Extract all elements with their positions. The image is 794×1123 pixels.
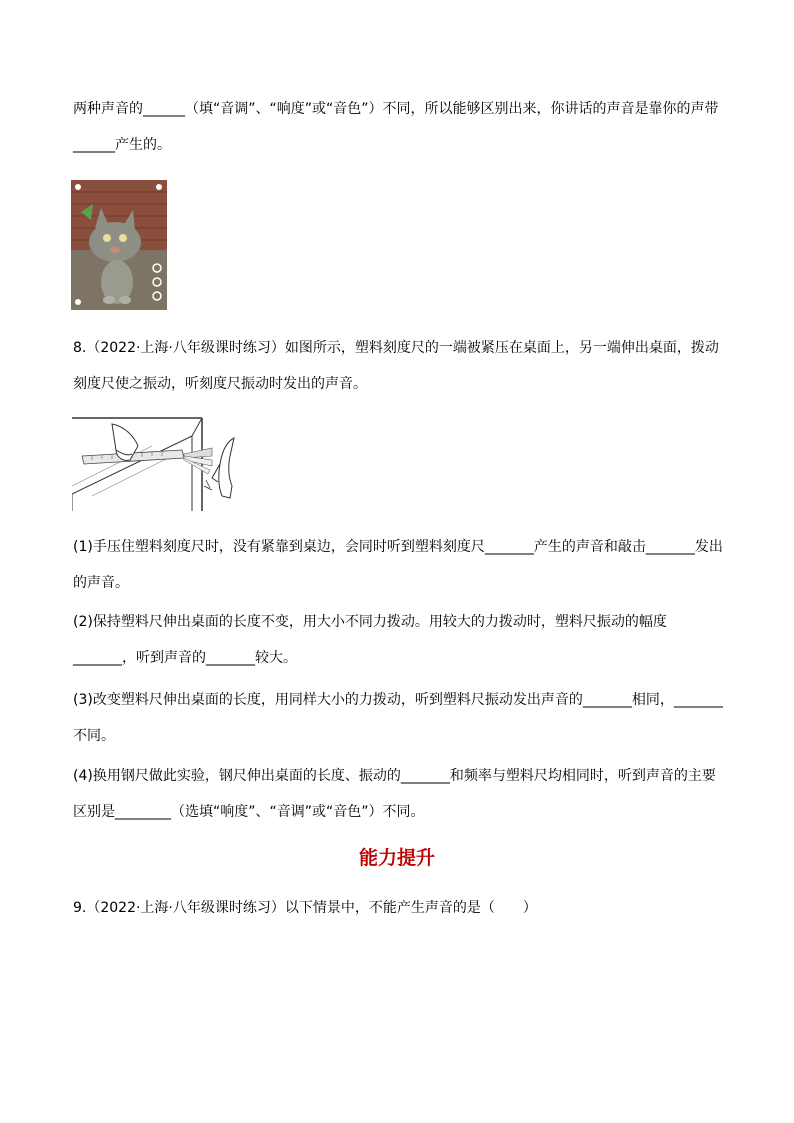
question-8-part-1: (1)手压住塑料刻度尺时，没有紧靠到桌边，会同时听到塑料刻度尺_______产生的声音和敲击_______发出的声音。: [73, 539, 723, 591]
question-7-continuation: 两种声音的______（填“音调”、“响度”或“音色”）不同，所以能够区别出来，你讲话的声音是靠你的声带______产生的。: [73, 101, 719, 153]
question-8-stem: 8.（2022·上海·八年级课时练习）如图所示，塑料刻度尺的一端被紧压在桌面上，另一端伸出桌面，拨动刻度尺使之振动，听刻度尺振动时发出的声音。: [73, 340, 719, 392]
talking-cat-app-image: [71, 180, 167, 310]
ruler-on-table-figure: [72, 416, 238, 511]
question-8-part-3: (3)改变塑料尺伸出桌面的长度，用同样大小的力拨动，听到塑料尺振动发出声音的_______相同，_______不同。: [73, 692, 723, 744]
question-8-part-4: (4)换用钢尺做此实验，钢尺伸出桌面的长度、振动的_______和频率与塑料尺均相同时，听到声音的主要区别是________（选填“响度”、“音调”或“音色”）不同。: [73, 768, 716, 820]
question-8-part-2: (2)保持塑料尺伸出桌面的长度不变，用大小不同力拨动。用较大的力拨动时，塑料尺振动的幅度_______，听到声音的_______较大。: [73, 614, 667, 666]
section-title: 能力提升: [358, 847, 435, 869]
question-9-stem: 9.（2022·上海·八年级课时练习）以下情景中，不能产生声音的是（ ）: [73, 900, 537, 916]
